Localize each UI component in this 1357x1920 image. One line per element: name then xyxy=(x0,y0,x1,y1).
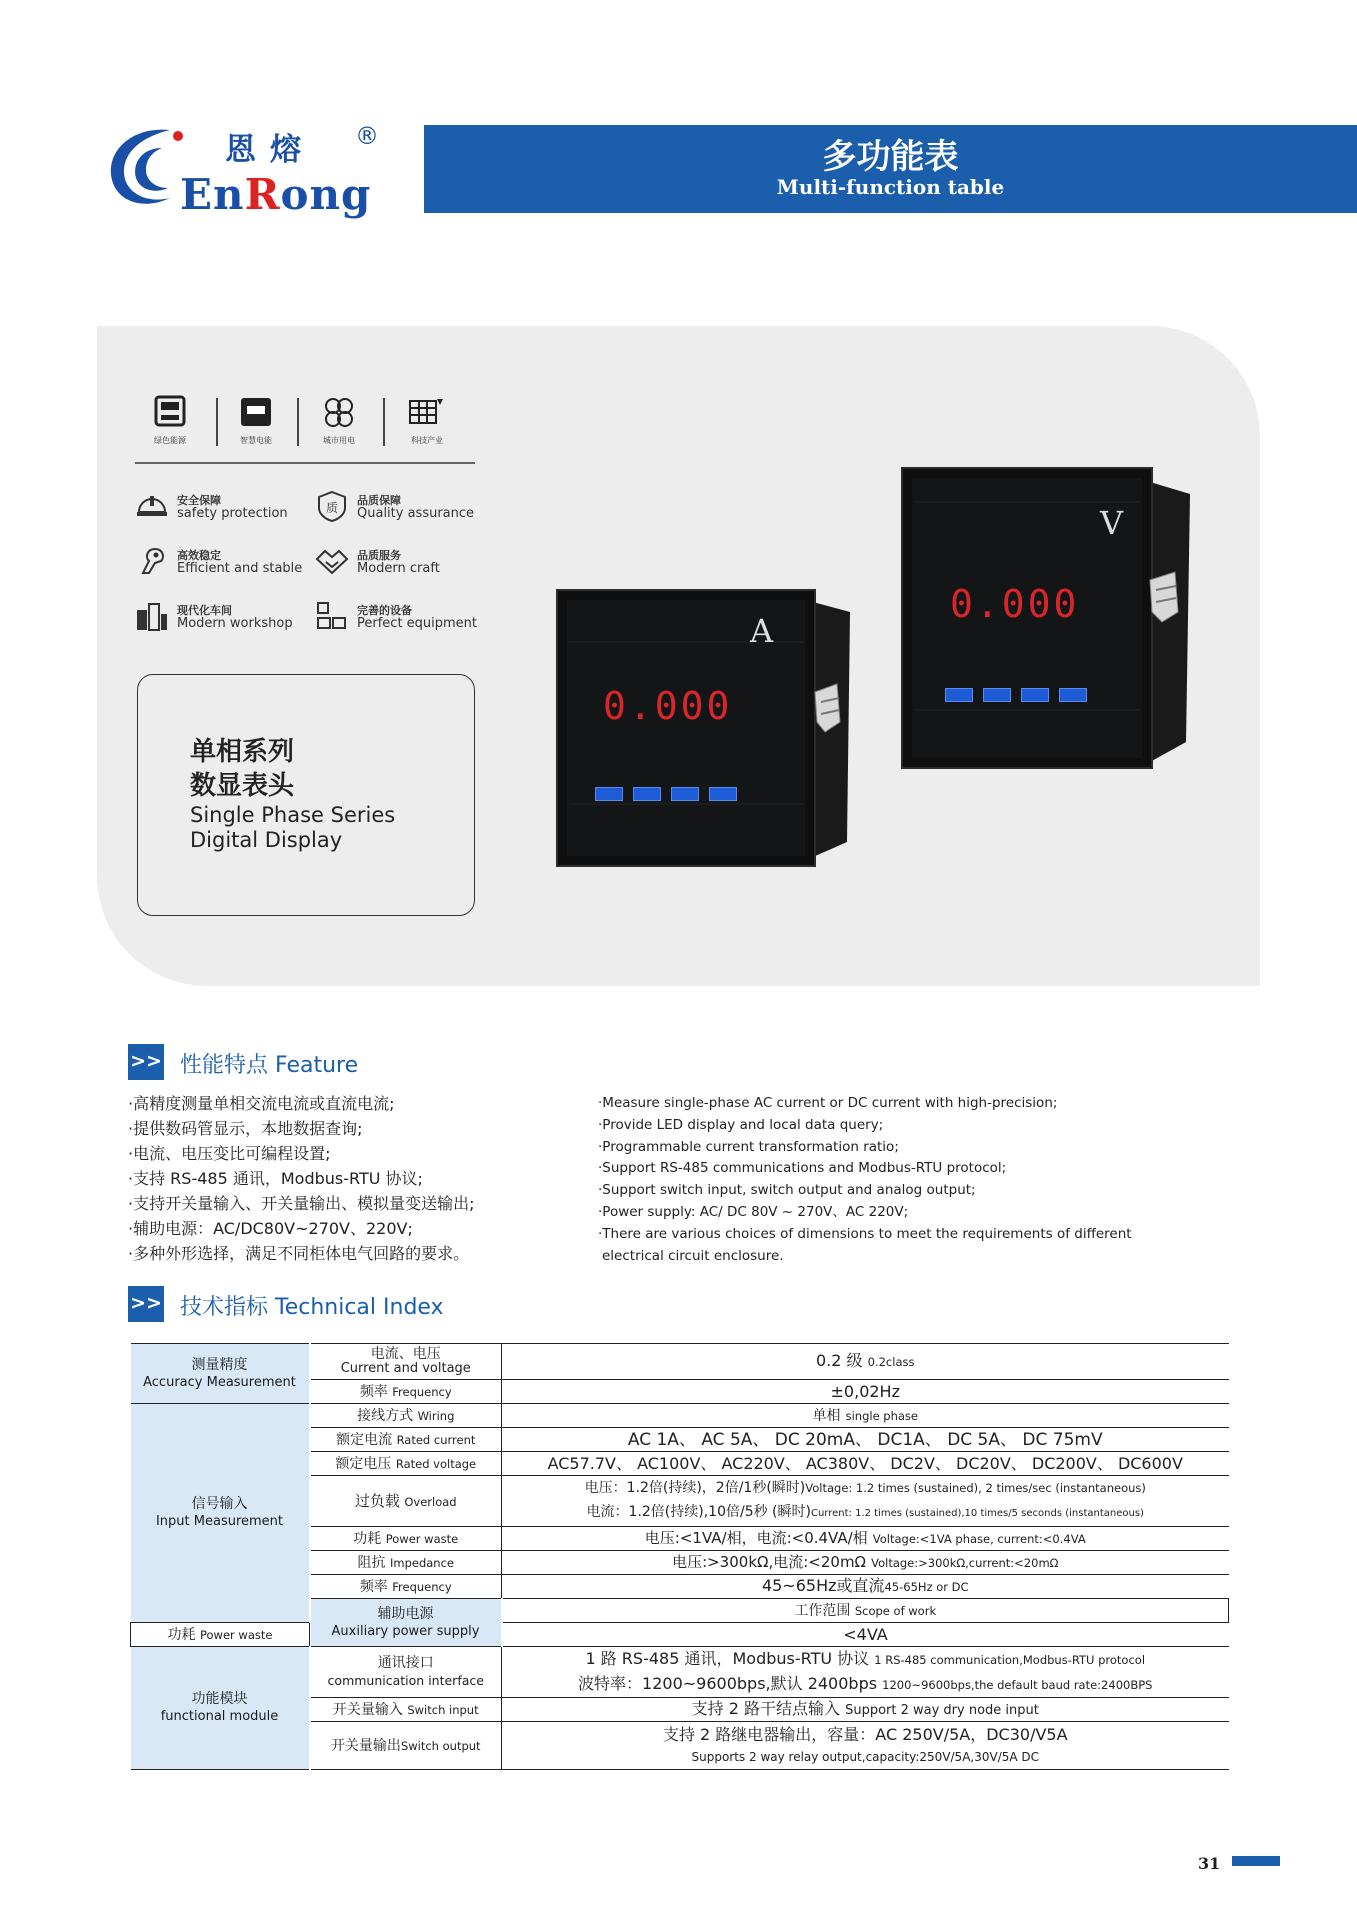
value-cell: 45~65Hz或直流45-65Hz or DC xyxy=(502,1575,1229,1599)
feature-label-en: safety protection xyxy=(177,506,288,521)
meter-voltmeter xyxy=(900,462,1205,777)
feature-label-cn: 品质服务 xyxy=(357,549,401,562)
meter-button[interactable] xyxy=(671,787,699,801)
feature-equipment xyxy=(315,598,495,638)
group-func: 功能模块 functional module xyxy=(131,1647,310,1770)
feature-safety xyxy=(135,488,315,528)
series-box xyxy=(137,674,475,916)
meter-reading: 0.000 xyxy=(603,684,733,728)
param-cell: 频率 Frequency xyxy=(310,1380,502,1404)
feature-list-cn xyxy=(128,1091,474,1266)
param-cell: 功耗 Power waste xyxy=(310,1527,502,1551)
list-item: electrical circuit enclosure. xyxy=(602,1247,784,1264)
value-cell: 0.2 级 0.2class xyxy=(502,1344,1229,1380)
meter-ammeter xyxy=(555,572,860,872)
quality-icon xyxy=(315,490,349,522)
divider xyxy=(297,398,299,446)
energy-meter-icon xyxy=(153,395,187,431)
value-cell: 1 路 RS-485 通讯，Modbus-RTU 协议 1 RS-485 communication,Modbus-RTU protocol 波特率：1200~9600bps,默认 2400bps 1200~9600bps,the default baud rate:2400BPS xyxy=(502,1647,1229,1698)
divider xyxy=(383,398,385,446)
feature-label-en: Modern craft xyxy=(357,561,440,576)
group-aux: 辅助电源 Auxiliary power supply xyxy=(310,1599,502,1647)
brand-logo xyxy=(100,118,379,228)
divider xyxy=(216,398,218,446)
list-item: ·Support RS-485 communications and Modbus-RTU protocol; xyxy=(598,1160,1007,1177)
tech-industry-icon xyxy=(407,395,447,431)
meter-button[interactable] xyxy=(1021,688,1049,702)
feature-list-en xyxy=(598,1093,1132,1267)
craft-icon xyxy=(315,545,349,577)
feature-label-en: Quality assurance xyxy=(357,506,475,521)
group-accuracy: 测量精度 Accuracy Measurement xyxy=(131,1344,310,1404)
list-item: ·Provide LED display and local data query; xyxy=(598,1116,884,1133)
feature-label-cn: 完善的设备 xyxy=(357,604,412,617)
param-cell: 频率 Frequency xyxy=(310,1575,502,1599)
feature-craft xyxy=(315,543,495,583)
table-row xyxy=(131,1647,1229,1698)
top-icon-tech xyxy=(392,395,462,446)
brand-name-cn: 恩熔 xyxy=(225,132,315,168)
list-item: ·Support switch input, switch output and analog output; xyxy=(598,1182,976,1199)
group-input: 信号输入 Input Measurement xyxy=(131,1404,310,1623)
meter-button[interactable] xyxy=(633,787,661,801)
brand-name-en: EnRong xyxy=(180,170,372,219)
meter-button[interactable] xyxy=(1059,688,1087,702)
list-item: ·There are various choices of dimensions to meet the requirements of different xyxy=(598,1225,1132,1242)
top-icon-city xyxy=(304,395,374,446)
meter-unit-label: V xyxy=(1100,504,1124,542)
param-cell: 开关量输出Switch output xyxy=(310,1722,502,1770)
page-title-en: Multi-function table xyxy=(776,175,1005,199)
value-cell: 电压:<1VA/相，电流:<0.4VA/相 Voltage:<1VA phase, current:<0.4VA xyxy=(502,1527,1229,1551)
feature-quality xyxy=(315,488,495,528)
param-cell: 电流、电压 Current and voltage xyxy=(310,1344,502,1380)
param-cell: 通讯接口 communication interface xyxy=(310,1647,502,1698)
list-item: ·提供数码管显示，本地数据查询; xyxy=(128,1119,363,1138)
feature-efficient xyxy=(135,543,315,583)
efficient-icon xyxy=(135,545,169,577)
page-number-bar xyxy=(1232,1856,1280,1866)
series-title-en: Single Phase Series Digital Display xyxy=(190,803,396,852)
param-cell: 接线方式 Wiring xyxy=(310,1404,502,1428)
feature-heading-text: 性能特点 Feature xyxy=(180,1053,359,1078)
top-icon-label: 智慧电能 xyxy=(240,436,272,445)
top-icon-label: 科技产业 xyxy=(411,436,443,445)
param-cell: 额定电流 Rated current xyxy=(310,1428,502,1452)
svg-text:质: 质 xyxy=(325,501,339,515)
value-cell: ±0,02Hz xyxy=(502,1380,1229,1404)
table-row xyxy=(131,1404,1229,1428)
feature-workshop xyxy=(135,598,315,638)
meter-button[interactable] xyxy=(709,787,737,801)
feature-label-cn: 高效稳定 xyxy=(177,549,221,562)
meter-reading: 0.000 xyxy=(950,582,1080,626)
icon-row-rule xyxy=(135,462,475,464)
section-marker-icon: >> xyxy=(128,1044,164,1080)
page-number: 31 xyxy=(1198,1854,1221,1873)
list-item: ·多种外形选择，满足不同柜体电气回路的要求。 xyxy=(128,1244,470,1263)
top-icon-smart xyxy=(221,395,291,446)
top-icon-label: 绿色能源 xyxy=(154,436,186,445)
feature-label-cn: 品质保障 xyxy=(357,494,401,507)
top-icon-label: 城市用电 xyxy=(323,436,355,445)
feature-label-en: Efficient and stable xyxy=(177,561,303,576)
table-row xyxy=(131,1344,1229,1380)
meter-button[interactable] xyxy=(983,688,1011,702)
meter-button[interactable] xyxy=(595,787,623,801)
table-row xyxy=(131,1623,1229,1647)
value-cell: 电压：1.2倍(持续)，2倍/1秒(瞬时)Voltage: 1.2 times (sustained), 2 times/sec (instantaneous) 电流：1.2倍(持续),10倍/5秒 (瞬时)Current: 1.2 times (sustained),10 times/5 seconds (instantaneous) xyxy=(502,1476,1229,1527)
list-item: ·高精度测量单相交流电流或直流电流; xyxy=(128,1094,395,1113)
meter-unit-label: A xyxy=(750,612,774,650)
feature-label-en: Perfect equipment xyxy=(357,616,478,631)
param-cell: 开关量输入 Switch input xyxy=(310,1698,502,1722)
list-item: ·Measure single-phase AC current or DC current with high-precision; xyxy=(598,1095,1058,1111)
value-cell: AC 1A、 AC 5A、 DC 20mA、 DC1A、 DC 5A、 DC 75mV xyxy=(502,1428,1229,1452)
section-marker-icon: >> xyxy=(128,1286,164,1322)
value-cell: 支持 2 路继电器输出，容量：AC 250V/5A，DC30/V5A Supports 2 way relay output,capacity:250V/5A,30V/5A DC xyxy=(502,1722,1229,1770)
value-cell: 支持 2 路干结点输入 Support 2 way dry node input xyxy=(502,1698,1229,1722)
spec-table xyxy=(130,1343,1229,1770)
value-cell: 电压:>300kΩ,电流:<20mΩ Voltage:>300kΩ,current:<20mΩ xyxy=(502,1551,1229,1575)
equipment-icon xyxy=(315,600,349,632)
tech-heading-text: 技术指标 Technical Index xyxy=(180,1295,444,1320)
top-icon-energy xyxy=(135,395,205,446)
list-item: ·Power supply: AC/ DC 80V ~ 270V、AC 220V; xyxy=(598,1203,909,1220)
param-cell: 阻抗 Impedance xyxy=(310,1551,502,1575)
value-cell: 单相 single phase xyxy=(502,1404,1229,1428)
smart-meter-icon xyxy=(238,395,274,431)
param-cell: 过负载 Overload xyxy=(310,1476,502,1527)
registered-mark: ® xyxy=(355,122,379,150)
param-cell: 功耗 Power waste xyxy=(131,1623,310,1647)
safety-icon xyxy=(135,490,169,522)
meter-button[interactable] xyxy=(945,688,973,702)
value-cell: <4VA xyxy=(502,1623,1229,1647)
feature-label-en: Modern workshop xyxy=(177,616,293,631)
workshop-icon xyxy=(135,600,169,632)
feature-label-cn: 安全保障 xyxy=(177,494,221,507)
value-cell: AC57.7V、 AC100V、 AC220V、 AC380V、 DC2V、 DC20V、 DC200V、 DC600V xyxy=(502,1452,1229,1476)
param-cell: 额定电压 Rated voltage xyxy=(310,1452,502,1476)
list-item: ·辅助电源：AC/DC80V~270V、220V; xyxy=(128,1219,413,1238)
page-title-cn: 多功能表 xyxy=(822,137,959,177)
param-cell: 工作范围 Scope of work xyxy=(502,1599,1229,1623)
header-banner xyxy=(424,125,1357,213)
city-grid-icon xyxy=(321,395,357,431)
series-title-cn: 单相系列 数显表头 xyxy=(190,737,295,801)
list-item: ·Programmable current transformation ratio; xyxy=(598,1138,899,1155)
feature-label-cn: 现代化车间 xyxy=(177,604,232,617)
list-item: ·电流、电压变比可编程设置; xyxy=(128,1144,331,1163)
list-item: ·支持 RS-485 通讯，Modbus-RTU 协议; xyxy=(128,1169,423,1188)
list-item: ·支持开关量输入、开关量输出、模拟量变送输出; xyxy=(128,1194,475,1213)
